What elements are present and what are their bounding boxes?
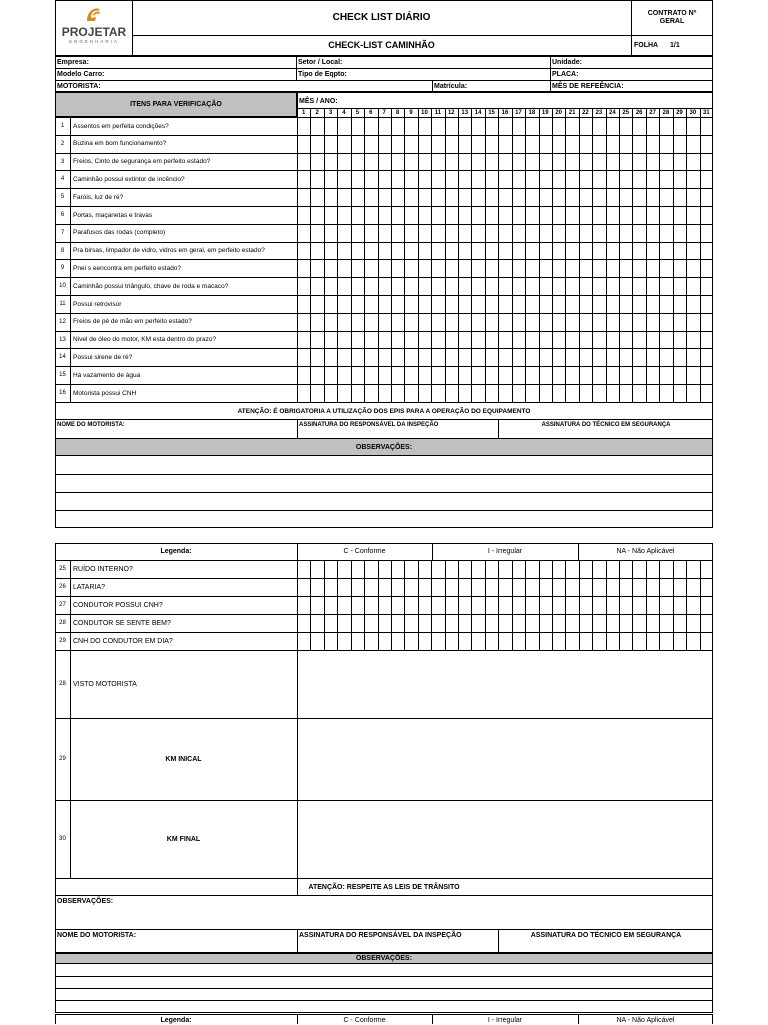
second-item-text: RUÍDO INTERNO?	[73, 566, 133, 573]
item-text: Nivel de óleo do motor, KM esta dentro do prazo?	[73, 336, 217, 344]
item-text: Caminhão possui triângulo, chave de roda e macaco?	[73, 282, 229, 290]
item-text: Pra birsas, limpador de vidro, vidros em geral, em perfeito estado?	[73, 247, 265, 255]
item-number: 5	[60, 194, 65, 201]
second-observations-label: OBSERVAÇÕES:	[57, 898, 114, 905]
page-title: CHECK LIST DIÁRIO	[332, 12, 431, 23]
item-number: 16	[59, 390, 66, 396]
day-header: 5	[355, 110, 360, 116]
legend-irregular: I - Irregular	[487, 548, 523, 555]
month-year-label: MÊS / ANO:	[299, 98, 338, 105]
second-item-text: LATARIA?	[73, 584, 106, 591]
item-number: 4	[60, 176, 65, 183]
sector-field[interactable]: Setor / Local:	[298, 59, 343, 66]
item-number: 11	[59, 301, 66, 307]
item-text: Assentos em perfeita condições?	[73, 122, 169, 130]
day-header: 15	[488, 110, 495, 116]
day-header: 11	[434, 110, 442, 116]
logo-helmet-icon	[84, 5, 104, 25]
page-subtitle: CHECK-LIST CAMINHÃO	[328, 40, 435, 50]
second-safety-signature[interactable]: ASSINATURA DO TÉCNICO EM SEGURANÇA	[530, 932, 682, 939]
sheet-label: FOLHA	[634, 42, 659, 49]
legend-label: Legenda:	[160, 548, 192, 555]
day-header: 19	[541, 110, 549, 116]
second-item-text: CNH DO CONDUTOR EM DIA?	[73, 638, 173, 645]
second-item-number: 25	[59, 566, 66, 572]
safety-technician-signature[interactable]: ASSINATURA DO TÉCNICO EM SEGURANÇA	[541, 422, 671, 428]
unit-field[interactable]: Unidade:	[552, 59, 582, 66]
item-text: Portas, maçanetas e travas	[73, 211, 153, 219]
second-item-text: CONDUTOR SE SENTE BEM?	[73, 620, 171, 627]
items-header-label: ITENS PARA VERIFICAÇÃO	[130, 101, 222, 108]
day-header: 21	[568, 110, 576, 116]
contract-label: CONTRATO Nº	[647, 10, 697, 17]
day-header: 25	[622, 110, 630, 116]
footer-legend-conforme: C - Conforme	[343, 1017, 386, 1024]
day-header: 18	[528, 110, 536, 116]
item-text: Freios, Cinto de segurança em perfeito estado?	[73, 158, 211, 166]
day-header: 3	[328, 110, 333, 116]
legend-conforme: C - Conforme	[343, 548, 386, 555]
traffic-warning: ATENÇÃO: RESPEITE AS LEIS DE TRÂNSITO	[308, 884, 460, 891]
second-inspector-signature[interactable]: ASSINATURA DO RESPONSÁVEL DA INSPEÇÃO	[299, 932, 462, 939]
item-text: Freios de pé de mão em perfeito estado?	[73, 318, 192, 326]
km-inicial-number: 29	[59, 756, 66, 762]
item-text: Buzina em bom funcionamento?	[73, 140, 167, 148]
day-header: 28	[662, 110, 670, 116]
item-number: 6	[60, 212, 65, 218]
day-header: 9	[409, 110, 413, 116]
brand-name: PROJETAR	[61, 25, 127, 39]
day-header: 17	[515, 110, 522, 116]
plate-field[interactable]: PLACA:	[552, 71, 579, 78]
item-number: 2	[60, 140, 65, 147]
item-number: 8	[60, 247, 65, 254]
day-header: 31	[702, 110, 710, 116]
item-text: Parafusos das rodas (completo)	[73, 229, 166, 237]
day-header: 16	[501, 110, 509, 116]
observations-area[interactable]	[55, 456, 713, 528]
item-text: Caminhão possui extintor de incêncio?	[73, 175, 185, 183]
item-number: 13	[59, 336, 66, 343]
day-header: 22	[582, 110, 589, 116]
day-header: 27	[649, 110, 656, 116]
item-number: 10	[59, 283, 66, 290]
day-header: 26	[635, 110, 643, 116]
car-model-field[interactable]: Modelo Carro:	[57, 71, 105, 78]
visto-number: 28	[59, 681, 66, 687]
day-header: 20	[555, 110, 562, 116]
inspector-signature[interactable]: ASSINATURA DO RESPONSÁVEL DA INSPEÇÃO	[299, 422, 439, 428]
visto-label: VISTO MOTORISTA	[73, 681, 137, 688]
day-header: 10	[421, 110, 428, 116]
company-logo	[58, 2, 130, 54]
day-header: 23	[595, 110, 603, 116]
item-number: 15	[59, 372, 66, 379]
driver-name-label: NOME DO MOTORISTA:	[57, 422, 125, 428]
day-header: 14	[474, 110, 482, 116]
item-number: 9	[60, 265, 65, 272]
km-inicial-label: KM INICAL	[165, 756, 202, 763]
day-header: 7	[382, 110, 386, 116]
item-number: 3	[60, 158, 65, 165]
item-text: Possui sirene de ré?	[73, 353, 133, 361]
registration-field[interactable]: Matrícula:	[434, 83, 468, 90]
sheet-value: 1/1	[670, 42, 680, 49]
second-item-number: 29	[59, 638, 66, 644]
item-text: Motorista possui CNH	[73, 389, 137, 397]
epi-warning: ATENÇÃO: É OBRIGATORIA A UTILIZAÇÃO DOS EPIS PARA A OPERAÇÃO DO EQUIPAMENTO	[237, 408, 531, 415]
item-number: 14	[59, 354, 66, 361]
driver-field[interactable]: MOTORISTA:	[57, 83, 101, 90]
second-item-number: 28	[59, 620, 66, 626]
day-header: 12	[447, 110, 455, 116]
day-header: 30	[689, 110, 697, 116]
reference-month-field[interactable]: MÊS DE REFEÊNCIA:	[552, 83, 624, 90]
day-header: 1	[302, 110, 306, 116]
second-item-number: 26	[59, 584, 66, 590]
legend-not-applicable: NA - Não Aplicável	[616, 548, 675, 555]
item-number: 12	[59, 318, 66, 325]
footer-legend-irregular: I - Irregular	[487, 1017, 523, 1024]
equipment-type-field[interactable]: Tipo de Eqpto:	[298, 71, 347, 78]
brand-subtitle: ENGENHARIA	[69, 39, 119, 44]
second-item-text: CONDUTOR POSSUI CNH?	[73, 602, 163, 609]
day-header: 8	[395, 110, 400, 116]
day-header: 6	[369, 110, 373, 116]
item-number: 1	[60, 123, 65, 129]
observations-title: OBSERVAÇÕES:	[355, 444, 413, 451]
item-number: 7	[60, 229, 65, 236]
footer-legend-not-applicable: NA - Não Aplicável	[616, 1017, 675, 1024]
second-observations-title: OBSERVAÇÕES:	[355, 955, 413, 962]
day-header: 4	[342, 110, 346, 116]
km-final-label: KM FINAL	[166, 836, 201, 843]
item-text: Pnei s eencontra em perfeito estado?	[73, 264, 182, 272]
item-text: Possui retrovisor	[73, 300, 122, 308]
item-text: Faróis, luz de ré?	[73, 193, 124, 201]
day-header: 2	[315, 110, 319, 116]
day-header: 29	[676, 110, 683, 116]
footer-legend-label: Legenda:	[160, 1017, 192, 1024]
company-field[interactable]: Empresa:	[57, 59, 89, 66]
day-header: 24	[609, 110, 616, 116]
second-item-number: 27	[59, 602, 66, 608]
km-final-number: 30	[59, 836, 66, 842]
day-header: 13	[461, 110, 469, 116]
second-driver-name-label: NOME DO MOTORISTA:	[57, 932, 137, 939]
item-text: Há vazamento de água	[73, 371, 141, 379]
contract-value: GERAL	[659, 18, 685, 25]
